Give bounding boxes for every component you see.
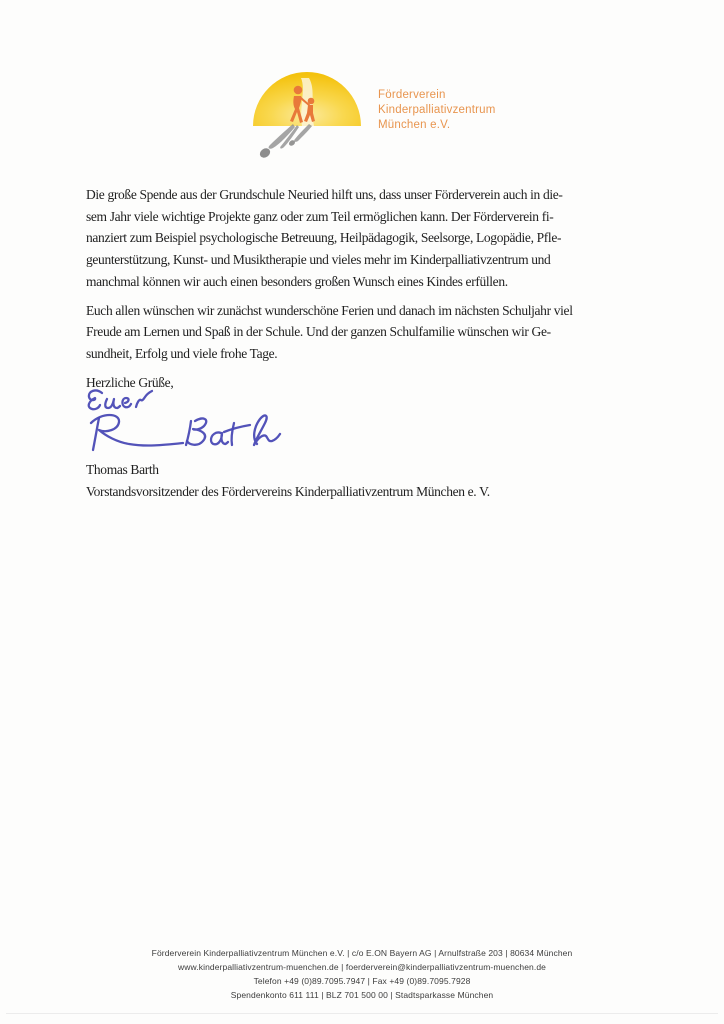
signer-name: Thomas Barth: [86, 462, 159, 477]
org-name-line-3: München e.V.: [378, 119, 451, 131]
closing-line: Herzliche Grüße,: [86, 374, 174, 390]
footer-phone-fax-line: Telefon +49 (0)89.7095.7947 | Fax +49 (0)89.7095.7928: [253, 976, 471, 986]
paragraph-gap: [86, 293, 642, 300]
body-p1-line-2: sem Jahr viele wichtige Projekte ganz oder zum Teil ermöglichen kann. Der Förderverein fi-: [86, 208, 554, 224]
signer-block: [86, 459, 490, 502]
body-p2-line-1: Euch allen wünschen wir zunächst wunderschöne Ferien und danach im nächsten Schuljahr viel: [86, 302, 573, 318]
signer-title: Vorstandsvorsitzender des Fördervereins Kinderpalliativzentrum München e. V.: [86, 483, 490, 499]
letterhead-footer: [0, 946, 724, 1002]
org-logo-text: [378, 88, 496, 133]
footer-web-email-line: www.kinderpalliativzentrum-muenchen.de | foerderverein@kinderpalliativzentrum-muenchen.de: [178, 962, 546, 972]
paragraph-gap: [86, 365, 642, 372]
body-p1-line-4: geunterstützung, Kunst- und Musiktherapie und vieles mehr im Kinderpalliativzentrum und: [86, 252, 551, 268]
scan-edge-artifact: [6, 1013, 718, 1014]
sun-figures-logo-icon: [250, 62, 368, 164]
org-name-line-2: Kinderpalliativzentrum: [378, 104, 496, 116]
footer-address-line: Förderverein Kinderpalliativzentrum München e.V. | c/o E.ON Bayern AG | Arnulfstraße 203 | 80634 München: [151, 948, 573, 958]
body-p1-line-1: Die große Spende aus der Grundschule Neuried hilft uns, dass unser Förderverein auch in die-: [86, 187, 563, 202]
org-name-line-1: Förderverein: [378, 89, 446, 101]
body-p1-line-3: nanziert zum Beispiel psychologische Betreuung, Heilpädagogik, Seelsorge, Logopädie, Pfle-: [86, 230, 562, 246]
body-p1-line-5: manchmal können wir auch einen besonders großen Wunsch eines Kindes erfüllen.: [86, 273, 508, 289]
letter-body: [86, 184, 642, 393]
body-p2-line-3: sundheit, Erfolg und viele frohe Tage.: [86, 345, 278, 361]
handwritten-signature: [84, 388, 290, 455]
footer-bank-line: Spendenkonto 611 111 | BLZ 701 500 00 | Stadtsparkasse München: [230, 990, 494, 1000]
body-p2-line-2: Freude am Lernen und Spaß in der Schule. Und der ganzen Schulfamilie wünschen wir Ge-: [86, 324, 551, 340]
